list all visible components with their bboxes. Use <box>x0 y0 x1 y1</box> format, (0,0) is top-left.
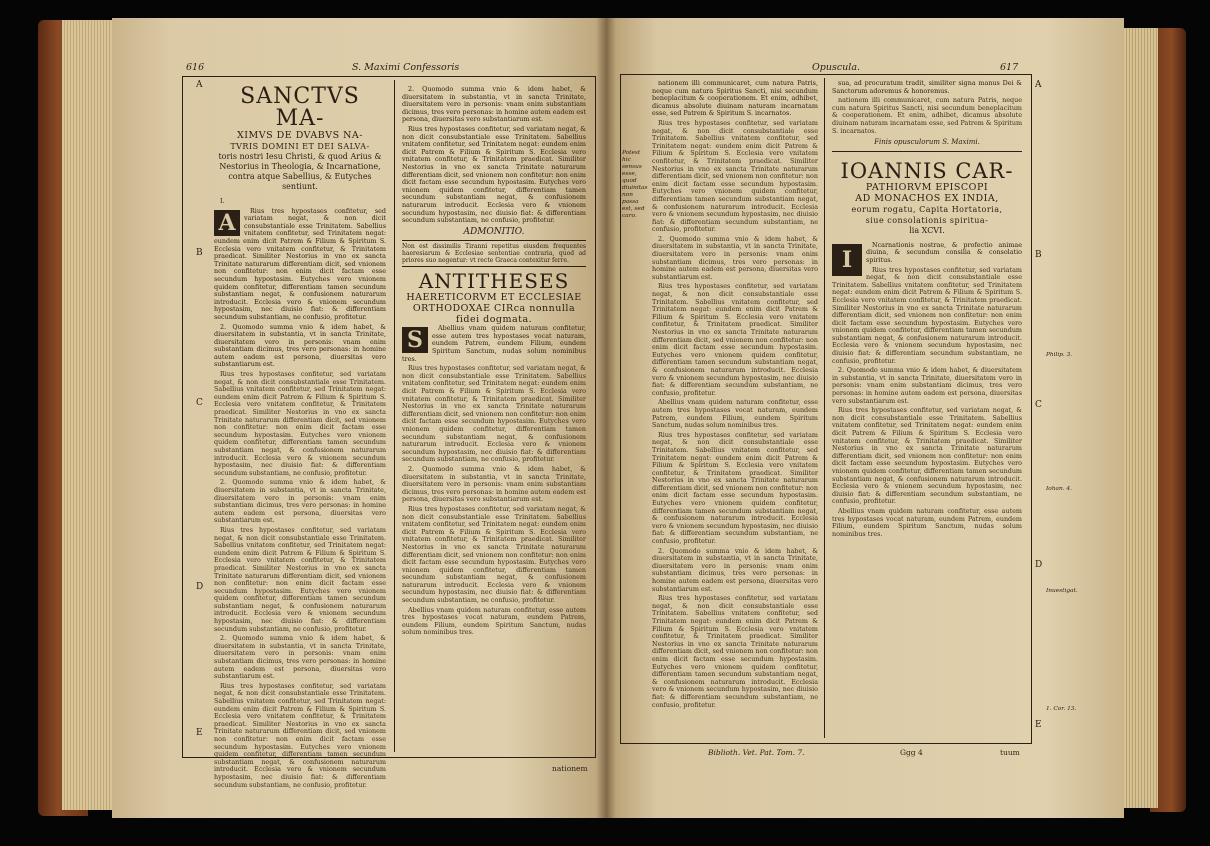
margin-letter-a-right: A <box>1035 80 1042 90</box>
rcol1-para-5: Abellius vnam quidem naturam confitetur, esse autem tres hypostases vocat naturam, eundem Patrem, eundem Filium, eundem Spiritum Sanctum, nudas solum nominibus tres. <box>652 398 818 430</box>
ioannis-more-2: 2. Quomodo summa vnio & idem habet, & diuersitatem in substantia, vt in sancta Trinitate, diuersitatem vero in personis: vnam enim substantiam dicimus, tres vero personas: in homine autem eadem est persona, diuersitas vero substantiarum est. <box>832 366 1022 405</box>
rcol1-para-4: Rius tres hypostases confitetur, sed variatam negat, & non dicit consubstantiale esse Trinitatem. Sabellius vnitatem confitetur, sed Trinitatem negat: eundem enim dicit Patrem & Filium & Spiritum S. Ecclesia vero vnitatem confitetur, & Trinitatem praedicat. Similiter Nestorius in vno ex sancta Trinitate naturarum differentiam dicit, sed vnionem non confitetur: non enim dicit factam esse secundum hypostasim. Eutyches vero vnionem quidem confitetur, differentiam tamen secundum substantiam negat, & confusionem naturarum introducit. Ecclesia vero & vnionem secundum hypostasim, nec diuisio fiat: & differentiam secundum substantiam, ne confusio, profitetur. <box>652 282 818 397</box>
left-column-divider <box>394 80 395 752</box>
para-3-text: 2. Quomodo summa vnio & idem habet, & diuersitatem in substantia, vt in sancta Trinitate, diuersitatem vero in personis: vnam enim substantiam dicimus, tres vero personas: in homine autem eadem est persona, diuersitas vero substantiarum est. <box>214 478 386 525</box>
antitheses-text: Abellius vnam quidem naturam confitetur, esse autem tres hypostases vocat naturam, eundem Patrem, eundem Filium, eundem Spiritum Sanctum, nudas solum nominibus tres. <box>402 324 586 363</box>
para-2-text: 2. Quomodo summa vnio & idem habet, & diuersitatem in substantia, vt in sancta Trinitate, diuersitatem vero in personis: vnam enim substantiam dicimus, tres vero personas: in homine autem eadem est persona, diuersitas vero substantiarum est. <box>214 322 386 369</box>
right-page-col-1 <box>652 80 818 736</box>
para-6-text: Rius tres hypostases confitetur, sed variatam negat, & non dicit consubstantiale esse Trinitatem. Sabellius vnitatem confitetur, sed Trinitatem negat: eundem enim dicit Patrem & Filium & Spiritum S. Ecclesia vero vnitatem confitetur, & Trinitatem praedicat. Similiter Nestorius in vno ex sancta Trinitate naturarum differentiam dicit, sed vnionem non confitetur: non enim dicit factam esse secundum hypostasim. Eutyches vero vnionem quidem confitetur, differentiam tamen secundum substantiam negat, & confusionem naturarum introducit. Ecclesia vero & vnionem secundum hypostasim, nec diuisio fiat: & differentiam secundum substantiam, ne confusio, profitetur. <box>214 681 386 789</box>
ioannis-sub-4: siue consolationis spiritua- <box>865 215 989 225</box>
ioannis-text: Ncarnationis nostrae, & profectio animae diuina, & secundum consilia & consolatio spiritus. <box>866 240 1022 264</box>
left-running-head: S. Maximi Confessoris <box>352 62 460 73</box>
title-rest: toris nostri Iesu Christi, & quod Arius & Nestorius in Theologia, & Incarnatione, contra atque Sabellius, & Eutyches sentiunt. <box>218 152 382 191</box>
col2-para-a: 2. Quomodo summa vnio & idem habet, & diuersitatem in substantia, vt in sancta Trinitate, diuersitatem vero in personis: vnam enim substantiam dicimus, tres vero personas: in homine autem eadem est persona, diuersitas vero substantiarum est. <box>402 85 586 124</box>
margin-letter-b-right: B <box>1035 250 1042 260</box>
ioannis-sub-1: PATHIORVM EPISCOPI <box>865 181 989 193</box>
ioannis-sub-3: eorum rogatu, Capita Hortatoria, <box>851 204 1003 214</box>
rcol1-para-6: Rius tres hypostases confitetur, sed variatam negat, & non dicit consubstantiale esse Trinitatem. Sabellius vnitatem confitetur, sed Trinitatem negat: eundem enim dicit Patrem & Filium & Spiritum S. Ecclesia vero vnitatem confitetur, & Trinitatem praedicat. Similiter Nestorius in vno ex sancta Trinitate naturarum differentiam dicit, sed vnionem non confitetur: non enim dicit factam esse secundum hypostasim. Eutyches vero vnionem quidem confitetur, differentiam tamen secundum substantiam negat, & confusionem naturarum introducit. Ecclesia vero & vnionem secundum hypostasim, nec diuisio fiat: & differentiam secundum substantiam, ne confusio, profitetur. <box>652 430 818 546</box>
para-2-text-repeat: Rius tres hypostases confitetur, sed variatam negat, & non dicit consubstantiale esse Trinitatem. Sabellius vnitatem confitetur, sed Trinitatem negat: eundem enim dicit Patrem & Filium & Spiritum S. Ecclesia vero vnitatem confitetur, & Trinitatem praedicat. Similiter Nestorius in vno ex sancta Trinitate naturarum differentiam dicit, sed vnionem non confitetur: non enim dicit factam esse secundum hypostasim. Eutyches vero vnionem quidem confitetur, differentiam tamen secundum substantiam negat, & confusionem naturarum introducit. Ecclesia vero & vnionem secundum hypostasim, nec diuisio fiat: & differentiam secundum substantiam, ne confusio, profitetur. <box>214 370 386 477</box>
rcol1-para-1: nationem illi communicaret, cum natura Patris, neque cum natura Spiritus Sancti, nisi secundum beneplacitum & cooperationem. Et enim, adhibet, dicamus absolute diuinam naturam incarnatam esse, sed Patrem & Spiritum S. incarnatos. <box>652 79 818 118</box>
title-line-3: TVRIS DOMINI ET DEI SALVA- <box>230 142 370 151</box>
section-rule <box>832 151 1022 152</box>
margin-letter-e-right: E <box>1035 720 1042 730</box>
rcol1-para-3: 2. Quomodo summa vnio & idem habet, & diuersitatem in substantia, vt in sancta Trinitate, diuersitatem vero in personis: vnam enim substantiam dicimus, tres vero personas: in homine autem eadem est persona, diuersitas vero substantiarum est. <box>652 234 818 281</box>
right-catchword: tuum <box>1000 748 1020 757</box>
right-page-number: 617 <box>1000 62 1019 73</box>
margin-letter-e: E <box>196 728 203 738</box>
para-5-text: 2. Quomodo summa vnio & idem habet, & diuersitatem in substantia, vt in sancta Trinitate, diuersitatem vero in personis: vnam enim substantiam dicimus, tres vero personas: in homine autem eadem est persona, diuersitas vero substantiarum est. <box>214 634 386 681</box>
antitheses-subtitle: HAERETICORVM ET ECCLESIAE ORTHODOXAE CIRca nonnulla fidei dogmata. <box>406 292 582 326</box>
rcol1-para-7: 2. Quomodo summa vnio & idem habet, & diuersitatem in substantia, vt in sancta Trinitate, diuersitatem vero in personis: vnam enim substantiam dicimus, tres vero personas: in homine autem eadem est persona, diuersitas vero substantiarum est. <box>652 546 818 593</box>
right-page-col-2 <box>832 80 1022 736</box>
margin-note-iohan: Iohan. 4. <box>1046 486 1072 492</box>
antitheses-more-1: Rius tres hypostases confitetur, sed variatam negat, & non dicit consubstantiale esse Trinitatem. Sabellius vnitatem confitetur, sed Trinitatem negat: eundem enim dicit Patrem & Filium & Spiritum S. Ecclesia vero vnitatem confitetur, & Trinitatem praedicat. Similiter Nestorius in vno ex sancta Trinitate naturarum differentiam dicit, sed vnionem non confitetur: non enim dicit factam esse secundum hypostasim. Eutyches vero vnionem quidem confitetur, differentiam tamen secundum substantiam negat, & confusionem naturarum introducit. Ecclesia vero & vnionem secundum hypostasim, nec diuisio fiat: & differentiam secundum substantiam, ne confusio, profitetur. <box>402 364 586 464</box>
margin-letter-c: C <box>196 398 203 408</box>
left-page-col-2 <box>402 86 586 748</box>
margin-letter-d: D <box>196 582 204 592</box>
para-1-text: Rius tres hypostases confitetur, sed variatam negat, & non dicit consubstantiale esse Trinitatem. Sabellius vnitatem confitetur, sed Trinitatem negat: eundem enim dicit Patrem & Filium & Spiritum S. Ecclesia vero vnitatem confitetur, & Trinitatem praedicat. Similiter Nestorius in vno ex sancta Trinitate naturarum differentiam dicit, sed vnionem non confitetur: non enim dicit factam esse secundum hypostasim. Eutyches vero vnionem quidem confitetur, differentiam tamen secundum substantiam negat, & confusionem naturarum introducit. Ecclesia vero & vnionem secundum hypostasim, nec diuisio fiat: & differentiam secundum substantiam, ne confusio, profitetur. <box>214 206 386 321</box>
antitheses-more-3: Rius tres hypostases confitetur, sed variatam negat, & non dicit consubstantiale esse Trinitatem. Sabellius vnitatem confitetur, sed Trinitatem negat: eundem enim dicit Patrem & Filium & Spiritum S. Ecclesia vero vnitatem confitetur, & Trinitatem praedicat. Similiter Nestorius in vno ex sancta Trinitate naturarum differentiam dicit, sed vnionem non confitetur: non enim dicit factam esse secundum hypostasim. Eutyches vero vnionem quidem confitetur, differentiam tamen secundum substantiam negat, & confusionem naturarum introducit. Ecclesia vero & vnionem secundum hypostasim, nec diuisio fiat: & differentiam secundum substantiam, ne confusio, profitetur. <box>402 504 586 605</box>
margin-letter-a: A <box>196 80 203 90</box>
ioannis-sub-2: AD MONACHOS EX INDIA, <box>855 192 999 204</box>
gutter-shadow <box>596 18 616 818</box>
right-running-head: Opuscula. <box>812 62 861 73</box>
right-signature: Ggg 4 <box>900 748 923 757</box>
title-sanctus: SANCTVS MA- <box>240 84 360 131</box>
antitheses-more-2: 2. Quomodo summa vnio & idem habet, & diuersitatem in substantia, vt in sancta Trinitate, diuersitatem vero in personis: vnam enim substantiam dicimus, tres vero personas: in homine autem eadem est persona, diuersitas vero substantiarum est. <box>402 464 586 504</box>
right-page-edges <box>1118 28 1158 808</box>
para-4-text: Rius tres hypostases confitetur, sed variatam negat, & non dicit consubstantiale esse Trinitatem. Sabellius vnitatem confitetur, sed Trinitatem negat: eundem enim dicit Patrem & Filium & Spiritum S. Ecclesia vero vnitatem confitetur, & Trinitatem praedicat. Similiter Nestorius in vno ex sancta Trinitate naturarum differentiam dicit, sed vnionem non confitetur: non enim dicit factam esse secundum hypostasim. Eutyches vero vnionem quidem confitetur, differentiam tamen secundum substantiam negat, & confusionem naturarum introducit. Ecclesia vero & vnionem secundum hypostasim, nec diuisio fiat: & differentiam secundum substantiam, ne confusio, profitetur. <box>214 525 386 633</box>
right-footer-title: Biblioth. Vet. Pat. Tom. 7. <box>708 748 805 757</box>
margin-letter-b: B <box>196 248 203 258</box>
rcol1-para-2: Rius tres hypostases confitetur, sed variatam negat, & non dicit consubstantiale esse Trinitatem. Sabellius vnitatem confitetur, sed Trinitatem negat: eundem enim dicit Patrem & Filium & Spiritum S. Ecclesia vero vnitatem confitetur, & Trinitatem praedicat. Similiter Nestorius in vno ex sancta Trinitate naturarum differentiam dicit, sed vnionem non confitetur: non enim dicit factam esse secundum hypostasim. Eutyches vero vnionem quidem confitetur, differentiam tamen secundum substantiam negat, & confusionem naturarum introducit. Ecclesia vero & vnionem secundum hypostasim, nec diuisio fiat: & differentiam secundum substantiam, ne confusio, profitetur. <box>652 118 818 234</box>
rcol2-top-text: sua, ad procuratum tradit, similiter signa manus Dei & Sanctorum adoremus & honoremus. <box>832 79 1022 95</box>
title-line-2: XIMVS DE DVABVS NA- <box>237 130 363 141</box>
admonitio-heading: ADMONITIO. <box>463 226 525 237</box>
admonitio-box: Non est dissimilis Tiranni repetitus eiusdem frequentes haeresiarum & Ecclesiae sententiae contraria, quod ad priores suo negentur: vt recte Graeca contexitur ferre. <box>402 240 586 267</box>
antitheses-title: ANTITHESES <box>418 269 570 294</box>
drop-cap-a: A <box>214 210 240 236</box>
margin-letter-d-right: D <box>1035 560 1043 570</box>
rcol1-para-8: Rius tres hypostases confitetur, sed variatam negat, & non dicit consubstantiale esse Trinitatem. Sabellius vnitatem confitetur, sed Trinitatem negat: eundem enim dicit Patrem & Filium & Spiritum S. Ecclesia vero vnitatem confitetur, & Trinitatem praedicat. Similiter Nestorius in vno ex sancta Trinitate naturarum differentiam dicit, sed vnionem non confitetur: non enim dicit factam esse secundum hypostasim. Eutyches vero vnionem quidem confitetur, differentiam tamen secundum substantiam negat, & confusionem naturarum introducit. Ecclesia vero & vnionem secundum hypostasim, nec diuisio fiat: & differentiam secundum substantiam, ne confusio, profitetur. <box>652 594 818 709</box>
antitheses-more-4: Abellius vnam quidem naturam confitetur, esse autem tres hypostases vocat naturam, eundem Patrem, eundem Filium, eundem Spiritum Sanctum, nudas solum nominibus tres. <box>402 605 586 637</box>
drop-cap-i: I <box>832 244 862 276</box>
margin-letter-c-right: C <box>1035 400 1042 410</box>
ioannis-title: IOANNIS CAR- <box>840 158 1014 183</box>
margin-note-cor: 1. Cor. 13. <box>1046 706 1077 712</box>
left-margin-note: Potest hic sensus esse, quod diuinitas non passa est, sed caro. <box>622 150 648 219</box>
para-numeral: I. <box>220 197 225 205</box>
col2-para-b: Rius tres hypostases confitetur, sed variatam negat, & non dicit consubstantiale esse Trinitatem. Sabellius vnitatem confitetur, sed Trinitatem negat: eundem enim dicit Patrem & Filium & Spiritum S. Ecclesia vero vnitatem confitetur, & Trinitatem praedicat. Similiter Nestorius in vno ex sancta Trinitate naturarum differentiam dicit, sed vnionem non confitetur: non enim dicit factam esse secundum hypostasim. Eutyches vero vnionem quidem confitetur, differentiam tamen secundum substantiam negat, & confusionem naturarum introducit. Ecclesia vero & vnionem secundum hypostasim, nec diuisio fiat: & differentiam secundum substantiam, ne confusio, profitetur. <box>402 124 586 225</box>
left-page-number: 616 <box>186 62 205 73</box>
rcol2-top-more: nationem illi communicaret, cum natura Patris, neque cum natura Spiritus Sancti, nisi secundum beneplacitum & cooperationem. Et enim, adhibet, dicamus absolute diuinam naturam incarnatam esse, sed Patrem & Spiritum S. incarnatos. <box>832 96 1022 135</box>
margin-note-inuestigat: Inuestigat. <box>1046 588 1078 594</box>
drop-cap-s: S <box>402 327 428 353</box>
ioannis-more-3: Rius tres hypostases confitetur, sed variatam negat, & non dicit consubstantiale esse Trinitatem. Sabellius vnitatem confitetur, sed Trinitatem negat: eundem enim dicit Patrem & Filium & Spiritum S. Ecclesia vero vnitatem confitetur, & Trinitatem praedicat. Similiter Nestorius in vno ex sancta Trinitate naturarum differentiam dicit, sed vnionem non confitetur: non enim dicit factam esse secundum hypostasim. Eutyches vero vnionem quidem confitetur, differentiam tamen secundum substantiam negat, & confusionem naturarum introducit. Ecclesia vero & vnionem secundum hypostasim, nec diuisio fiat: & differentiam secundum substantiam, ne confusio, profitetur. <box>832 406 1022 506</box>
left-page-col-1 <box>214 84 386 789</box>
left-catchword: nationem <box>552 764 588 773</box>
finis-line: Finis opusculorum S. Maximi. <box>874 138 980 147</box>
margin-note-philip: Philip. 3. <box>1046 352 1073 358</box>
ioannis-more-1: Rius tres hypostases confitetur, sed variatam negat, & non dicit consubstantiale esse Trinitatem. Sabellius vnitatem confitetur, sed Trinitatem negat: eundem enim dicit Patrem & Filium & Spiritum S. Ecclesia vero vnitatem confitetur, & Trinitatem praedicat. Similiter Nestorius in vno ex sancta Trinitate naturarum differentiam dicit, sed vnionem non confitetur: non enim dicit factam esse secundum hypostasim. Eutyches vero vnionem quidem confitetur, differentiam tamen secundum substantiam negat, & confusionem naturarum introducit. Ecclesia vero & vnionem secundum hypostasim, nec diuisio fiat: & differentiam secundum substantiam, ne confusio, profitetur. <box>832 265 1022 365</box>
ioannis-more-4: Abellius vnam quidem naturam confitetur, esse autem tres hypostases vocat naturam, eundem Patrem, eundem Filium, eundem Spiritum Sanctum, nudas solum nominibus tres. <box>832 506 1022 538</box>
ioannis-sub-5: lia XCVI. <box>909 225 945 235</box>
right-column-divider <box>824 78 825 738</box>
